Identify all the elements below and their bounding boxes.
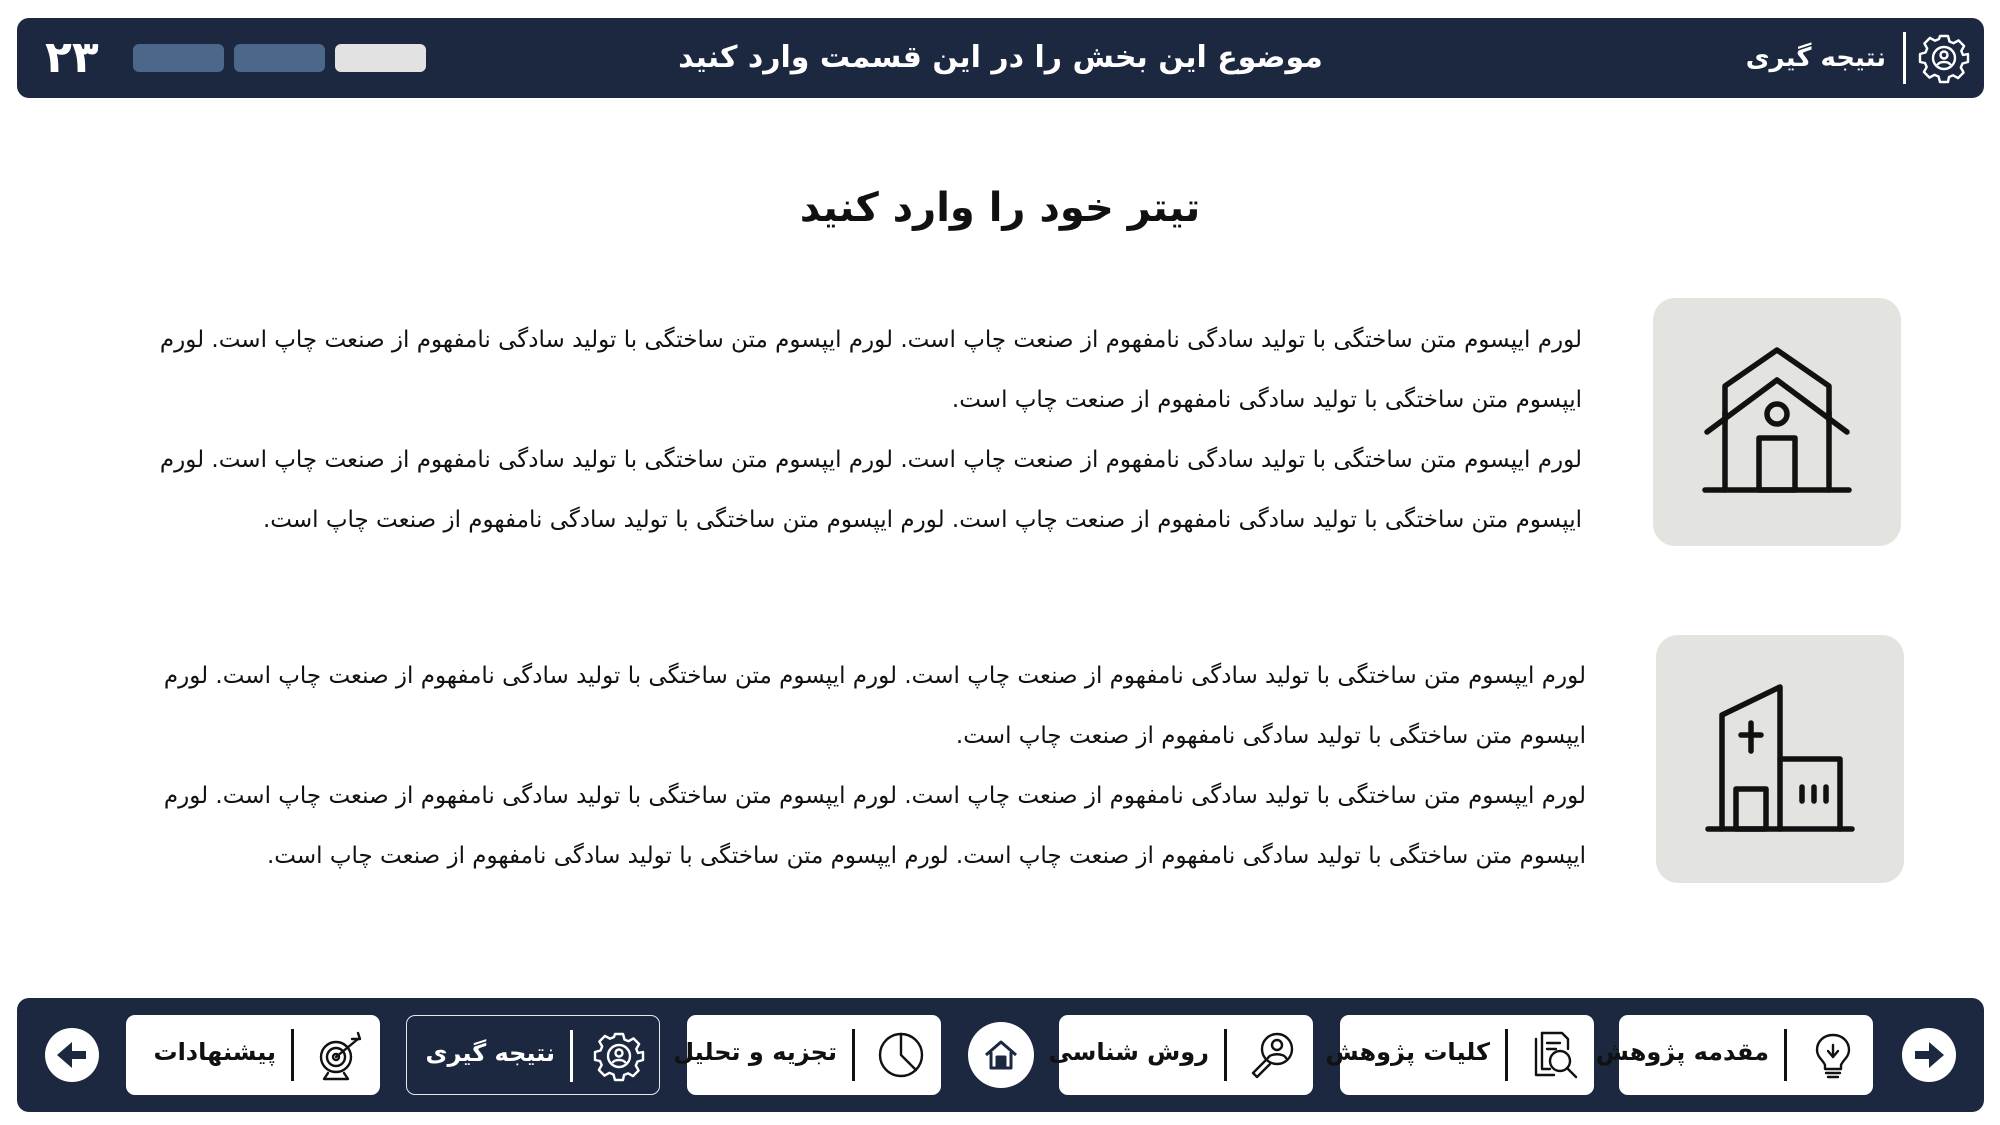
top-header-bar	[17, 18, 1984, 98]
nav-label: تجزیه و تحلیل	[673, 1038, 837, 1066]
previous-button[interactable]	[45, 1028, 99, 1082]
nav-item-methodology[interactable]	[1048, 1015, 1313, 1095]
house-icon	[1697, 342, 1857, 502]
progress-segment	[133, 44, 224, 72]
paragraph: لورم ایپسوم متن ساختگی با تولید سادگی نامفهوم از صنعت چاپ است. لورم ایپسوم متن ساختگی با تولید سادگی نامفهوم از صنعت چاپ است. لورم ایپسوم متن ساختگی با تولید سادگی نامفهوم از صنعت چاپ است.	[159, 327, 1582, 413]
nav-item-suggestions[interactable]	[126, 1015, 380, 1095]
next-button[interactable]	[1902, 1028, 1956, 1082]
progress-indicator	[133, 44, 426, 72]
nav-separator	[1224, 1029, 1227, 1081]
main-title: تیتر خود را وارد کنید	[799, 185, 1201, 231]
home-icon	[982, 1036, 1020, 1074]
page-number: ۲۳	[45, 32, 99, 83]
progress-segment	[234, 44, 325, 72]
nav-separator	[570, 1030, 573, 1082]
target-icon	[314, 1029, 366, 1081]
pie-chart-icon	[875, 1029, 927, 1081]
nav-label: روش شناسی	[1048, 1038, 1209, 1066]
section-label: نتیجه گیری	[1745, 43, 1886, 73]
nav-separator	[852, 1029, 855, 1081]
church-icon	[1700, 679, 1860, 839]
paragraph-block-1	[94, 310, 1582, 550]
lightbulb-icon	[1807, 1029, 1859, 1081]
bottom-nav-bar	[17, 998, 1984, 1112]
gear-icon	[593, 1030, 645, 1082]
icon-box-church	[1656, 635, 1904, 883]
arrow-left-icon	[52, 1035, 92, 1075]
icon-box-house	[1653, 298, 1901, 546]
arrow-right-icon	[1909, 1035, 1949, 1075]
nav-item-conclusion[interactable]	[406, 1015, 660, 1095]
paragraph: لورم ایپسوم متن ساختگی با تولید سادگی نامفهوم از صنعت چاپ است. لورم ایپسوم متن ساختگی با تولید سادگی نامفهوم از صنعت چاپ است. لورم ایپسوم متن ساختگی با تولید سادگی نامفهوم از صنعت چاپ است. لورم ایپسوم متن ساختگی با تولید سادگی نامفهوم از صنعت چاپ است.	[163, 783, 1586, 869]
paragraph-block-2	[98, 646, 1586, 886]
progress-segment	[335, 44, 426, 72]
nav-separator	[1505, 1029, 1508, 1081]
topic-title: موضوع این بخش را در این قسمت وارد کنید	[678, 40, 1323, 75]
nav-separator	[291, 1029, 294, 1081]
paragraph: لورم ایپسوم متن ساختگی با تولید سادگی نامفهوم از صنعت چاپ است. لورم ایپسوم متن ساختگی با تولید سادگی نامفهوم از صنعت چاپ است. لورم ایپسوم متن ساختگی با تولید سادگی نامفهوم از صنعت چاپ است.	[163, 663, 1586, 749]
nav-separator	[1784, 1029, 1787, 1081]
nav-label: پیشنهادات	[153, 1038, 276, 1066]
home-button[interactable]	[968, 1022, 1034, 1088]
nav-item-analysis[interactable]	[673, 1015, 941, 1095]
paragraph: لورم ایپسوم متن ساختگی با تولید سادگی نامفهوم از صنعت چاپ است. لورم ایپسوم متن ساختگی با تولید سادگی نامفهوم از صنعت چاپ است. لورم ایپسوم متن ساختگی با تولید سادگی نامفهوم از صنعت چاپ است. لورم ایپسوم متن ساختگی با تولید سادگی نامفهوم از صنعت چاپ است.	[159, 447, 1582, 533]
document-search-icon	[1528, 1029, 1580, 1081]
nav-label: نتیجه گیری	[425, 1039, 555, 1067]
nav-label: کلیات پژوهش	[1325, 1038, 1490, 1066]
magnifier-person-icon	[1247, 1029, 1299, 1081]
nav-label: مقدمه پژوهش	[1595, 1038, 1769, 1066]
nav-item-overview[interactable]	[1325, 1015, 1594, 1095]
nav-item-introduction[interactable]	[1595, 1015, 1873, 1095]
